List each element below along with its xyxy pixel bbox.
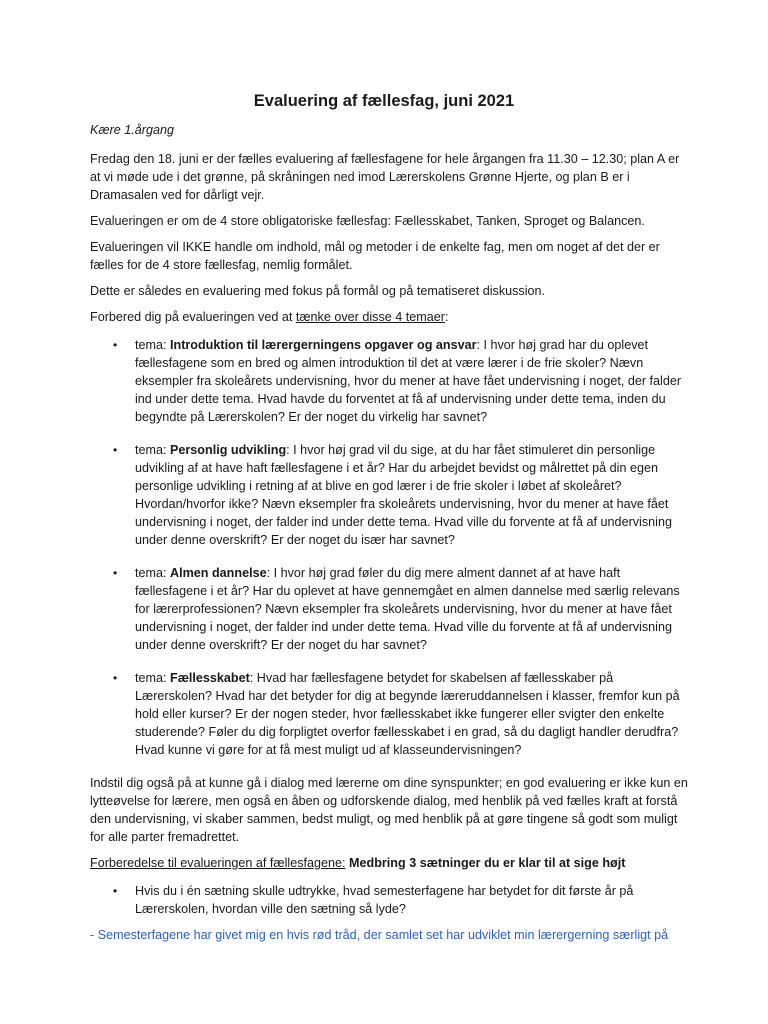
theme-item (90, 564, 690, 654)
bullet: • (113, 443, 118, 457)
focus-paragraph: Dette er således en evaluering med fokus på formål og på tematiseret diskussion. (90, 284, 546, 298)
prepare-underlined: tænke over disse 4 temaer (295, 310, 445, 324)
theme-name: Introduktion til lærergerningens opgaver og ansvar (170, 338, 477, 352)
theme-prefix: tema: (135, 671, 170, 685)
theme-name: Almen dannelse (170, 566, 267, 580)
question-item (90, 882, 690, 918)
theme-item (90, 441, 690, 549)
preparation-heading (90, 854, 690, 872)
greeting: Kære 1.årgang (90, 123, 175, 137)
theme-prefix: tema: (135, 443, 170, 457)
subjects-paragraph: Evalueringen er om de 4 store obligatoriske fællesfag: Fællesskabet, Tanken, Sproget og Balancen. (90, 214, 645, 228)
theme-text: : I hvor høj grad vil du sige, at du har fået stimuleret din personlige udvikling af at have haft fællesfagene i et år? Har du arbejdet bevidst og målrettet på din egen personlige udvikling i retning af at blive en god lærer i de frie skoler i løbet af skoleåret? Hvordan/hvorfor ikke? Nævn eksempler fra skoleårets undervisning, hvor du mener at have fået undervisning i noget, der falder ind under dette tema. Hvad ville du forvente at få af undervisning under denne overskrift? Er der noget du især har savnet? (135, 443, 672, 547)
bullet: • (113, 671, 118, 685)
theme-item (90, 669, 690, 759)
prepare-suffix: : (444, 310, 449, 324)
theme-name: Personlig udvikling (170, 443, 287, 457)
dialog-paragraph: Indstil dig også på at kunne gå i dialog med lærerne om dine synspunkter; en god evaluering er ikke kun en lytteøvelse for lærere, men også en åben og udforskende dialog, med henblik på ved fælles kraft at forstå den undervisning, vi skaber sammen, bedst muligt, og med henblik på at gøre tingene så godt som muligt for alle parter fremadrettet. (90, 776, 688, 844)
prepare-paragraph (90, 308, 690, 326)
bullet: • (113, 566, 118, 580)
intro-paragraph: Fredag den 18. juni er der fælles evaluering af fællesfagene for hele årgangen fra 11.30 – 12.30; plan A er at vi møde ude i det grønne, på skråningen ned imod Lærerskolens Grønne Hjerte, og plan B er i Dramasalen ved for dårligt vejr. (90, 152, 680, 202)
theme-prefix: tema: (135, 338, 170, 352)
preparation-instruction: Medbring 3 sætninger du er klar til at sige højt (345, 856, 626, 870)
question-list (90, 882, 690, 918)
theme-prefix: tema: (135, 566, 170, 580)
bullet: • (113, 338, 118, 352)
theme-text: : I hvor høj grad føler du dig mere alment dannet af at have haft fællesfagene i et år? Har du oplevet at have gennemgået en almen dannelse med særlig relevans for lærerprofessionen? Nævn eksempler fra skoleårets undervisning, hvor du mener at have fået undervisning i noget, der falder ind under dette tema. Hvad ville du forvente at få af undervisning under denne overskrift? Er der noget du har savnet? (135, 566, 680, 652)
theme-text: : Hvad har fællesfagene betydet for skabelsen af fællesskaber på Lærerskolen? Hvad har det betyder for dig at begynde læreruddannelsen i klasser, fremfor kun på hold eller kurser? Er der nogen steder, hvor fællesskabet ikke fungerer eller svigter den enkelte studerende? Føler du dig forpligtet overfor fællesskabet i en grad, så du dagligt handler derudfra? Hvad kunne vi gøre for at få mest muligt ud af klasseundervisningen? (135, 671, 680, 757)
theme-name: Fællesskabet (170, 671, 250, 685)
theme-text: : I hvor høj grad har du oplevet fællesfagene som en bred og almen introduktion til det at være lærer i de frie skoler? Nævn eksempler fra skoleårets undervisning, hvor du mener at have fået undervisning i noget, der falder ind under dette tema. Hvad havde du forventet at få af undervisning under dette tema, inden du begyndte på Lærerskolen? Er der noget du virkelig har savnet? (135, 338, 682, 424)
theme-list (90, 336, 690, 759)
preparation-label: Forberedelse til evalueringen af fællesfagene: (90, 856, 346, 870)
scope-paragraph: Evalueringen vil IKKE handle om indhold, mål og metoder i de enkelte fag, men om noget af det der er fælles for de 4 store fællesfag, nemlig formålet. (90, 240, 660, 272)
theme-item (90, 336, 690, 426)
question-text: Hvis du i én sætning skulle udtrykke, hvad semesterfagene har betydet for dit første år på Lærerskolen, hvordan ville den sætning så lyde? (135, 884, 634, 916)
document-title: Evaluering af fællesfag, juni 2021 (253, 92, 515, 110)
prepare-prefix: Forbered dig på evalueringen ved at (90, 310, 296, 324)
bullet: • (113, 884, 118, 898)
answer-text: - Semesterfagene har givet mig en hvis rød tråd, der samlet set har udviklet min lærergerning særligt på (90, 928, 669, 942)
document-body (90, 121, 690, 952)
